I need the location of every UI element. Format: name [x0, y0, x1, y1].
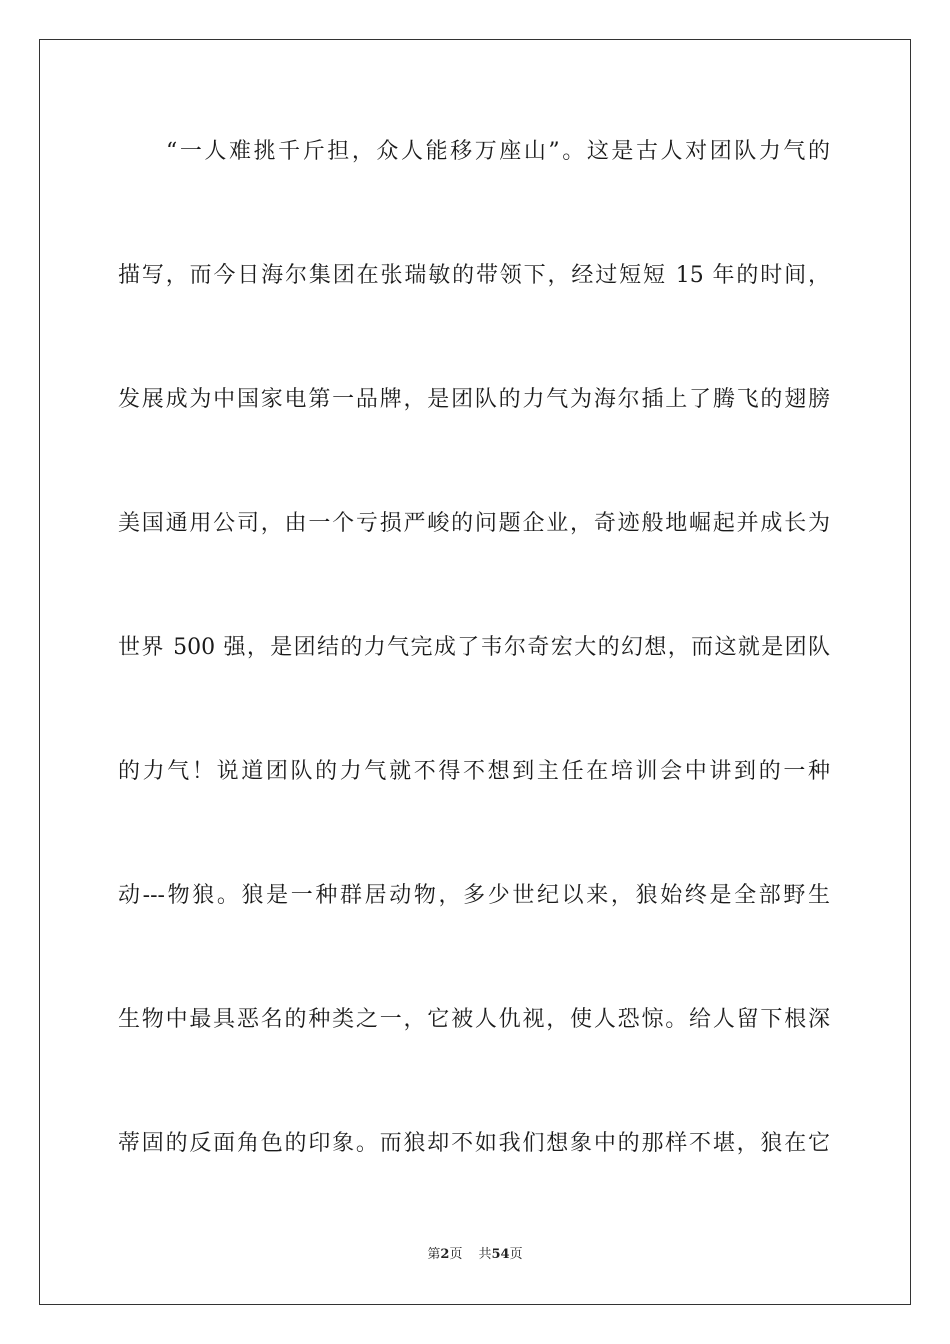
paragraph-line-4: 美国通用公司，由一个亏损严峻的问题企业，奇迹般地崛起并成长为 — [118, 511, 830, 536]
paragraph-line-9: 蒂固的反面角色的印象。而狼却不如我们想象中的那样不堪，狼在它 — [118, 1131, 830, 1156]
total-prefix: 共 — [478, 1247, 492, 1262]
page-number: 2 — [440, 1247, 450, 1262]
page-footer — [0, 1246, 950, 1264]
paragraph-line-7: 动---物狼。狼是一种群居动物，多少世纪以来，狼始终是全部野生 — [118, 883, 830, 908]
page-suffix: 页 — [449, 1247, 463, 1262]
paragraph-line-3: 发展成为中国家电第一品牌，是团队的力气为海尔插上了腾飞的翅膀 — [118, 387, 830, 412]
page-border — [39, 39, 911, 1305]
paragraph-line-2: 描写，而今日海尔集团在张瑞敏的带领下，经过短短 15 年的时间， — [118, 263, 830, 288]
total-pages: 54 — [491, 1247, 510, 1262]
paragraph-line-1: “一人难挑千斤担，众人能移万座山”。这是古人对团队力气的 — [166, 139, 830, 164]
paragraph-line-8: 生物中最具恶名的种类之一，它被人仇视，使人恐惊。给人留下根深 — [118, 1007, 830, 1032]
paragraph-line-5: 世界 500 强，是团结的力气完成了韦尔奇宏大的幻想，而这就是团队 — [118, 635, 830, 660]
page-prefix: 第 — [427, 1247, 441, 1262]
total-suffix: 页 — [509, 1247, 523, 1262]
paragraph-line-6: 的力气！说道团队的力气就不得不想到主任在培训会中讲到的一种 — [118, 759, 830, 784]
